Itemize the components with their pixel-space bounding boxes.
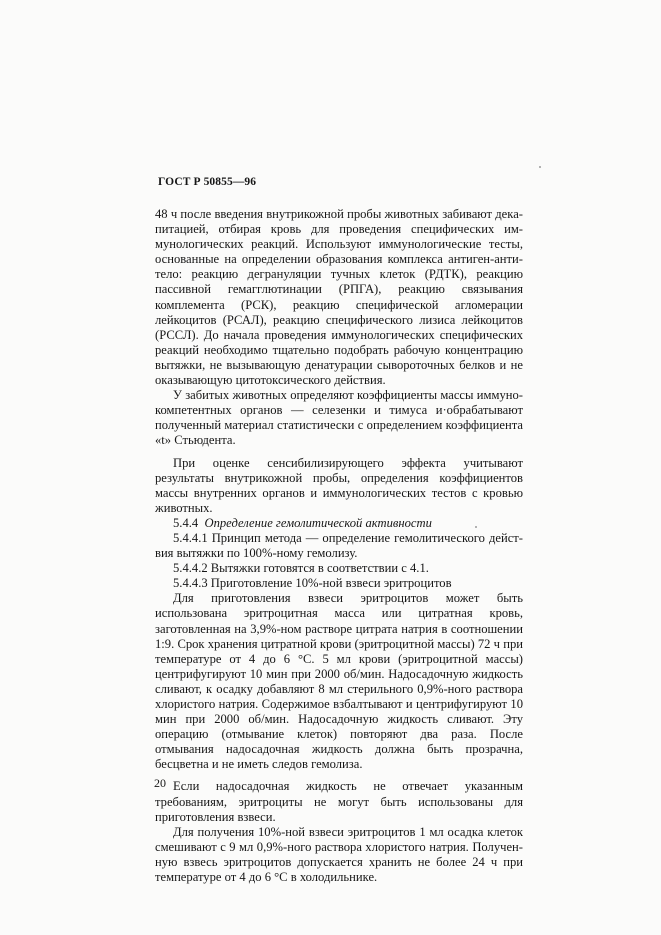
paragraph-immunological-tests: 48 ч после введения внутрикожной пробы животных забивают декапитацией, отбирая кровь для проведения специфических иммунологических реакций. Используют иммунологические тесты, основанные на определении образования комплекса антиген-антитело: реакцию дегрануляции тучных клеток (РДТК), реакцию пассивной гемагглютинации (РПГА), реакцию связывания комплемента (РСК), реакцию специфической агломерации лейкоцитов (РСАЛ), реакцию специфического лизиса лейкоцитов (РССЛ). До начала проведения иммунологических специфических реакций необходимо тщательно подобрать рабочую концентрацию вытяжки, не вызывающую денатурации сывороточных белков и не оказывающую цитотоксического действия. [155, 207, 523, 388]
paragraph-erythrocyte-preparation: Для приготовления взвеси эритроцитов может быть использована эритроцитная масса или цитратная кровь, заготовленная на 3,9%-ном растворе цитрата натрия в соотношении 1:9. Срок хранения цитратной крови (эритроцитной массы) 72 ч при температуре от 4 до 6 °С. 5 мл крови (эритроцитной массы) центрифугируют 10 мин при 2000 об/мин. Надосадочную жидкость сливают, к осадку добавляют 8 мл стерильного 0,9%-ного раствора хлористого натрия. Содержимое взбалтывают и центрифугируют 10 мин при 2000 об/мин. Надосадочную жидкость сливают. Эту операцию (отмывание клеток) повторяют два раза. После отмывания надосадочная жидкость должна быть прозрачна, бесцветна и не иметь следов гемолиза. [155, 591, 523, 772]
subsection-heading-5-4-4 [155, 516, 523, 531]
page-number: 20 [154, 776, 166, 790]
scan-speck [539, 166, 541, 168]
paragraph-sensitizing-effect: При оценке сенсибилизирующего эффекта учитывают результаты внутрикожной пробы, определения коэффициентов массы внутренних органов и иммунологических тестов с кровью животных. [155, 455, 523, 515]
subsection-number: 5.4.4 [173, 515, 199, 530]
clause-5-4-4-3: 5.4.4.3 Приготовление 10%-ной взвеси эритроцитов [173, 576, 452, 591]
paragraph-unsuitable-supernatant: Если надосадочная жидкость не отвечает указанным требованиям, эритроциты не могут быть использованы для приготовления взвеси. [155, 779, 523, 824]
subsection-title: Определение гемолитической активности [204, 515, 432, 530]
body-text [155, 207, 523, 885]
paragraph-organ-mass-coefficients: У забитых животных определяют коэффициенты массы иммунокомпетентных органов — селезенки и тимуса и·обрабатывают полученный материал статистически с определением коэффициента «t» Стьюдента. [155, 388, 523, 448]
page-header-standard-code: ГОСТ Р 50855—96 [158, 176, 257, 188]
paragraph-suspension-storage: Для получения 10%-ной взвеси эритроцитов 1 мл осадка клеток смешивают с 9 мл 0,9%-ного раствора хлористого натрия. Полученную взвесь эритроцитов допускается хранить не более 24 ч при температуре от 4 до 6 °С в холодильнике. [155, 824, 523, 885]
clause-5-4-4-1: 5.4.4.1 Принцип метода — определение гемолитического действия вытяжки по 100%-ному гемолизу. [155, 530, 523, 561]
clause-5-4-4-2: 5.4.4.2 Вытяжки готовятся в соответствии с 4.1. [173, 561, 429, 576]
scan-speck [475, 526, 477, 528]
